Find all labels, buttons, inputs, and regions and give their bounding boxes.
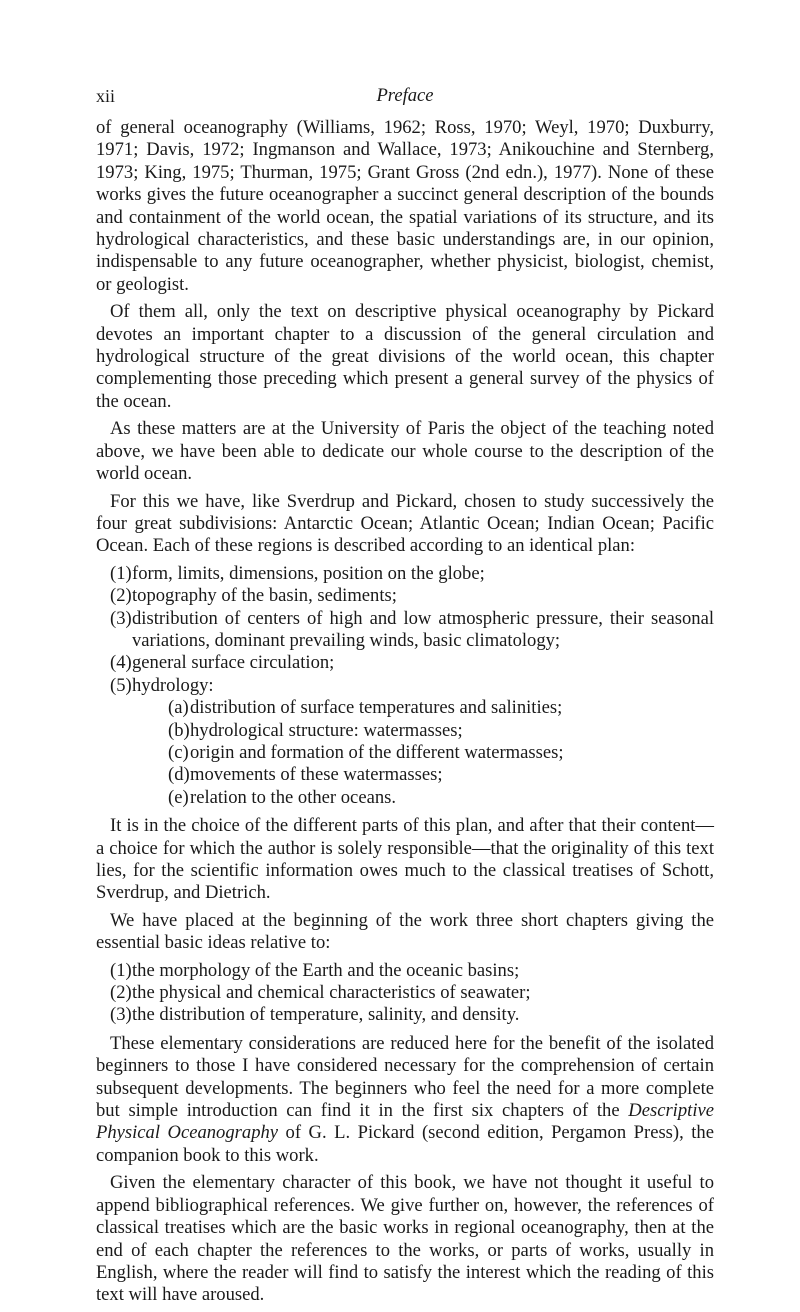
preface-body [96, 117, 714, 1312]
running-title: Preface [376, 85, 434, 106]
sublist-item [132, 742, 714, 764]
basics-list [96, 960, 714, 1027]
list-item [96, 1004, 714, 1026]
paragraph-7-text-start: These elementary considerations are reduced here for the benefit of the isolated beginners to those I have considered necessary for the comprehension of certain subsequent developments. The beginners who feel the need for a more complete but simple introduction can find it in the first six chapters of the [96, 1032, 714, 1122]
item-number: (1) [110, 959, 132, 981]
item-text: hydrology: [132, 674, 214, 696]
item-text: the physical and chemical characteristics of seawater; [132, 982, 531, 1004]
paragraph-7-text-end: of G. L. Pickard (second edition, Pergamon Press), the companion book to this work. [96, 1122, 714, 1166]
item-number: (4) [110, 652, 132, 674]
hydrology-sublist [132, 697, 714, 809]
item-text: distribution of centers of high and low atmospheric pressure, their seasonal variations, dominant prevailing winds, basic climatology; [132, 607, 714, 651]
item-number: (5) [110, 674, 132, 696]
page-number: xii [96, 86, 116, 106]
page-header [96, 85, 714, 109]
item-letter: (a) [168, 697, 189, 719]
item-text: origin and formation of the different watermasses; [190, 741, 564, 763]
paragraph-7 [96, 1033, 714, 1167]
item-number: (2) [110, 585, 132, 607]
list-item [96, 585, 714, 607]
sublist-item [132, 697, 714, 719]
item-text: the distribution of temperature, salinity, and density. [132, 1004, 520, 1026]
list-item [96, 675, 714, 809]
book-title: Descriptive Physical Oceanography [96, 1100, 714, 1144]
sublist-item [132, 787, 714, 809]
item-number: (3) [110, 1004, 132, 1026]
paragraph-6: We have placed at the beginning of the work three short chapters giving the essential basic ideas relative to: [96, 909, 714, 954]
item-text: general surface circulation; [132, 652, 335, 674]
item-letter: (d) [168, 764, 190, 786]
plan-list [96, 563, 714, 809]
paragraph-5: It is in the choice of the different parts of this plan, and after that their content—a choice for which the author is solely responsible—that the originality of this text lies, for the scientific information owes much to the classical treatises of Schott, Sverdrup, and Dietrich. [96, 815, 714, 904]
item-text: distribution of surface temperatures and salinities; [190, 697, 563, 719]
list-item [96, 563, 714, 585]
item-text: movements of these watermasses; [190, 764, 443, 786]
list-item [96, 608, 714, 653]
item-letter: (b) [168, 719, 190, 741]
item-text: the morphology of the Earth and the oceanic basins; [132, 959, 520, 981]
sublist-item [132, 764, 714, 786]
paragraph-3: As these matters are at the University of Paris the object of the teaching noted above, we have been able to dedicate our whole course to the description of the world ocean. [96, 418, 714, 485]
list-item [96, 652, 714, 674]
item-number: (2) [110, 982, 132, 1004]
list-item [96, 960, 714, 982]
item-text: hydrological structure: watermasses; [190, 719, 463, 741]
paragraph-8: Given the elementary character of this book, we have not thought it useful to append bibliographical references. We give further on, however, the references of classical treatises which are the basic works in regional oceanography, then at the end of each chapter the references to the works, or parts of works, usually in English, where the reader will find to satisfy the interest which the reading of this text will have aroused. [96, 1172, 714, 1306]
item-number: (1) [110, 562, 132, 584]
sublist-item [132, 720, 714, 742]
item-letter: (e) [168, 786, 189, 808]
item-text: topography of the basin, sediments; [132, 585, 397, 607]
paragraph-2: Of them all, only the text on descriptive physical oceanography by Pickard devotes an important chapter to a discussion of the general circulation and hydrological structure of the great divisions of the world ocean, this chapter complementing those preceding which present a general survey of the physics of the ocean. [96, 301, 714, 412]
item-text: form, limits, dimensions, position on the globe; [132, 562, 485, 584]
paragraph-4: For this we have, like Sverdrup and Pickard, chosen to study successively the four great subdivisions: Antarctic Ocean; Atlantic Ocean; Indian Ocean; Pacific Ocean. Each of these regions is described according to an identical plan: [96, 490, 714, 557]
item-text: relation to the other oceans. [190, 786, 397, 808]
paragraph-1: of general oceanography (Williams, 1962; Ross, 1970; Weyl, 1970; Duxburry, 1971; Davis, 1972; Ingmanson and Wallace, 1973; Anikouchine and Sternberg, 1973; King, 1975; Thurman, 1975; Grant Gross (2nd edn.), 1977). None of these works gives the future oceanographer a succinct general description of the bounds and containment of the world ocean, the spatial variations of its structure, and its hydrological characteristics, and these basic understandings are, in our opinion, indispensable to any future oceanographer, whether physicist, biologist, chemist, or geologist. [96, 117, 714, 295]
item-letter: (c) [168, 741, 189, 763]
item-number: (3) [110, 607, 132, 629]
list-item [96, 982, 714, 1004]
